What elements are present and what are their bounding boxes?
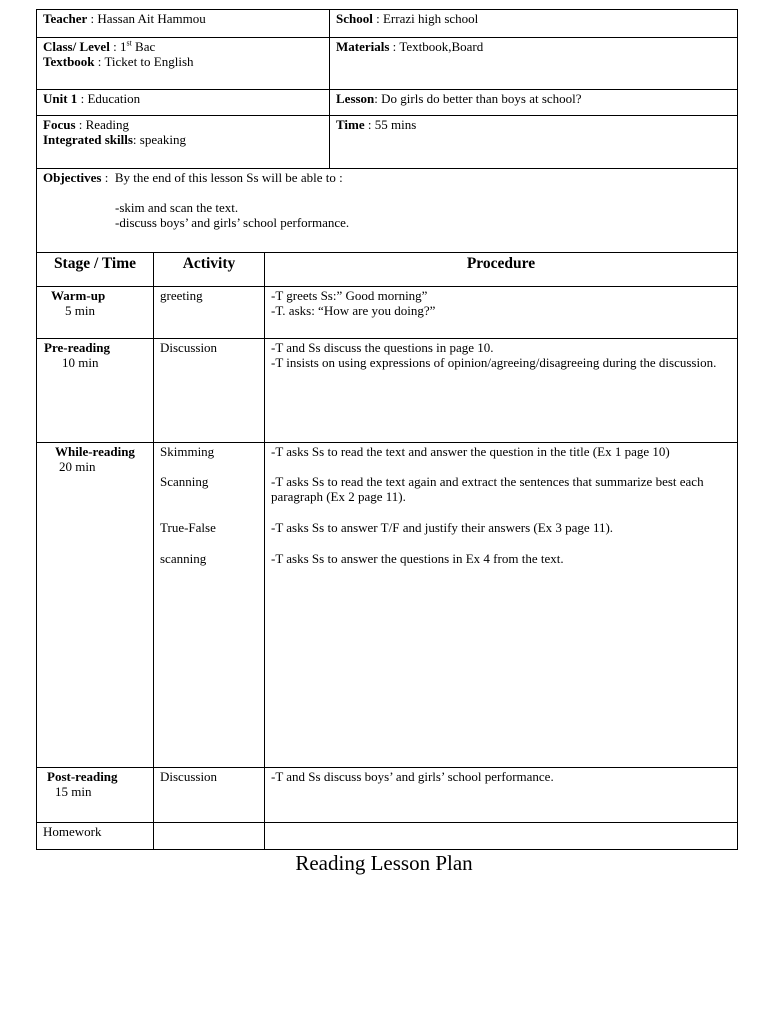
teacher-cell: Teacher : Hassan Ait Hammou: [37, 10, 330, 38]
objective-item: -skim and scan the text.: [115, 200, 239, 215]
activity-item: Discussion: [160, 340, 218, 355]
activity-item: Skimming: [160, 444, 215, 459]
class-cell: Class/ Level : 1st Bac Textbook : Ticket to English: [37, 38, 330, 90]
stage-cell: [37, 287, 154, 339]
procedure-item: -T insists on using expressions of opinion/agreeing/disagreeing during the discussion.: [271, 355, 717, 370]
procedure-cell: [265, 287, 738, 339]
time-cell: Time : 55 mins: [330, 116, 738, 169]
procedure-item: -T asks Ss to answer the questions in Ex 4 from the text.: [271, 551, 564, 566]
class-label: Class/ Level: [43, 39, 110, 54]
objectives-cell: Objectives : By the end of this lesson Ss will be able to : -skim and scan the text. -discuss boys’ and girls’ school performance.: [37, 169, 738, 253]
lesson-info-table: [36, 9, 738, 253]
lesson-value: Do girls do better than boys at school?: [381, 91, 582, 106]
stage-name: Pre-reading: [44, 340, 110, 355]
procedure-item: -T asks Ss to read the text and answer the question in the title (Ex 1 page 10): [271, 444, 670, 459]
homework-label: Homework: [43, 824, 102, 839]
activity-header: Activity: [154, 253, 265, 287]
stage-name: Warm-up: [51, 288, 106, 303]
activity-cell: [154, 823, 265, 850]
objectives-intro: By the end of this lesson Ss will be able to :: [114, 170, 343, 185]
procedure-item: -T and Ss discuss the questions in page 10.: [271, 340, 494, 355]
materials-label: Materials: [336, 39, 390, 54]
document-title: Reading Lesson Plan: [295, 851, 473, 875]
activity-cell: [154, 768, 265, 823]
school-cell: School : Errazi high school: [330, 10, 738, 38]
activity-item: scanning: [160, 551, 207, 566]
procedure-header: Procedure: [265, 253, 738, 287]
table-row: [37, 768, 738, 823]
school-label: School: [336, 11, 373, 26]
activity-cell: [154, 287, 265, 339]
procedure-item: -T. asks: “How are you doing?”: [271, 303, 436, 318]
stage-cell: [37, 443, 154, 768]
stage-duration: 15 min: [55, 784, 92, 799]
procedure-cell: [265, 443, 738, 768]
table-row: [37, 339, 738, 443]
stage-cell: [37, 823, 154, 850]
class-value-rest: Bac: [135, 39, 156, 54]
teacher-value: Hassan Ait Hammou: [97, 11, 206, 26]
lesson-label: Lesson: [336, 91, 375, 106]
table-row: [37, 287, 738, 339]
skills-value: speaking: [139, 132, 187, 147]
materials-value: Textbook,Board: [399, 39, 484, 54]
activity-cell: [154, 339, 265, 443]
skills-label: Integrated skills: [43, 132, 133, 147]
unit-cell: Unit 1 : Education: [37, 90, 330, 116]
unit-value: Education: [87, 91, 141, 106]
textbook-value: Ticket to English: [104, 54, 194, 69]
time-value: 55 mins: [374, 117, 417, 132]
stage-duration: 5 min: [65, 303, 95, 318]
activity-item: Discussion: [160, 769, 218, 784]
time-label: Time: [336, 117, 365, 132]
unit-label: Unit 1: [43, 91, 78, 106]
class-value-num: 1: [119, 39, 127, 54]
focus-cell: Focus : Reading Integrated skills: speaking: [37, 116, 330, 169]
table-row: [37, 443, 738, 768]
table-row: [37, 823, 738, 850]
procedure-item: -T and Ss discuss boys’ and girls’ school performance.: [271, 769, 554, 784]
stage-cell: [37, 339, 154, 443]
activity-cell: [154, 443, 265, 768]
lesson-stages-table: [36, 252, 738, 850]
procedure-cell: [265, 768, 738, 823]
activity-item: greeting: [160, 288, 203, 303]
focus-value: Reading: [85, 117, 129, 132]
procedure-item: -T greets Ss:” Good morning”: [271, 288, 428, 303]
stage-duration: 10 min: [62, 355, 99, 370]
procedure-cell: [265, 823, 738, 850]
procedure-item: -T asks Ss to answer T/F and justify their answers (Ex 3 page 11).: [271, 520, 614, 535]
objectives-label: Objectives: [43, 170, 102, 185]
stage-name: While-reading: [55, 444, 135, 459]
stage-cell: [37, 768, 154, 823]
stage-name: Post-reading: [47, 769, 118, 784]
school-value: Errazi high school: [382, 11, 479, 26]
class-value-sup: st: [126, 38, 132, 48]
lesson-cell: Lesson: Do girls do better than boys at school?: [330, 90, 738, 116]
procedure-item: -T asks Ss to read the text again and extract the sentences that summarize best each paragraph (Ex 2 page 11).: [271, 474, 704, 504]
stage-time-header: Stage / Time: [37, 253, 154, 287]
stage-duration: 20 min: [59, 459, 96, 474]
objective-item: -discuss boys’ and girls’ school performance.: [115, 215, 350, 230]
activity-item: Scanning: [160, 474, 209, 489]
focus-label: Focus: [43, 117, 76, 132]
materials-cell: Materials : Textbook,Board: [330, 38, 738, 90]
textbook-label: Textbook: [43, 54, 95, 69]
teacher-label: Teacher: [43, 11, 88, 26]
activity-item: True-False: [160, 520, 216, 535]
procedure-cell: [265, 339, 738, 443]
